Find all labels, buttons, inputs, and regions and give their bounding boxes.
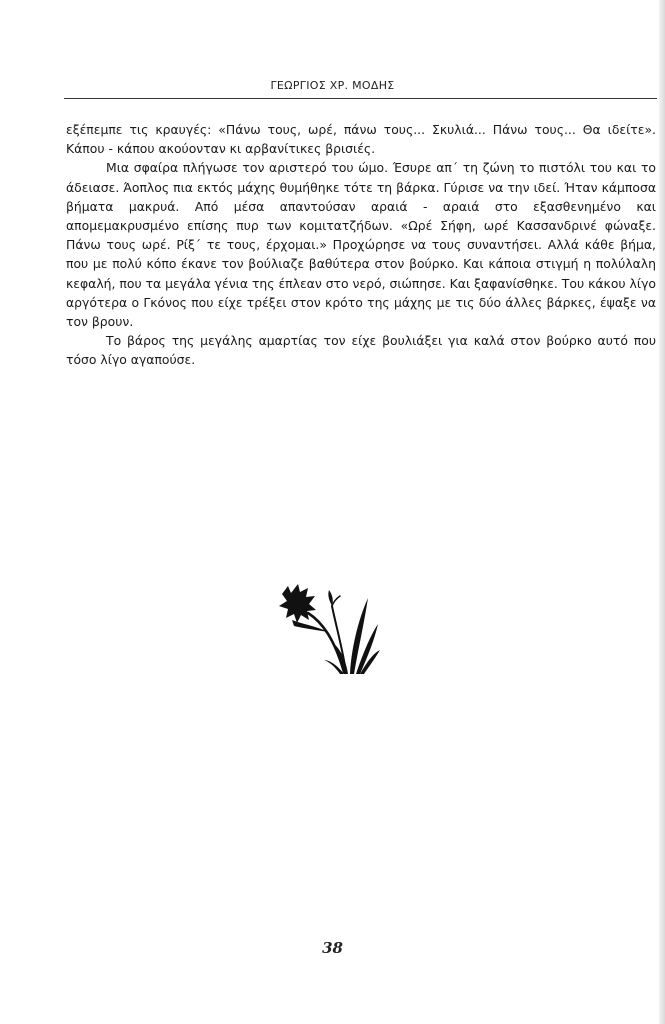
- body-text: [66, 120, 656, 370]
- running-header-title: ΓΕΩΡΓΙΟΣ ΧΡ. ΜΟΔΗΣ: [270, 79, 395, 92]
- page-edge-shadow: [659, 0, 665, 1024]
- paragraph: Μια σφαίρα πλήγωσε τον αριστερό του ώμο. Έσυρε απ΄ τη ζώνη το πιστόλι του και το άδειασε. Άοπλος πια εκτός μάχης θυμήθηκε τότε τη βάρκα. Γύρισε να την ιδεί. Ήταν κάμποσα βήματα μακρυά. Από μέσα απαντούσαν αραιά - αραιά στο εξασθενημένο και απομεμακρυσμένο επίσης πυρ των κομιτατζήδων. «Ωρέ Σήφη, ωρέ Κασσανδρινέ φώναξε. Πάνω τους ωρέ. Ρίξ΄ τε τους, έρχομαι.» Προχώρησε να τους συναντήσει. Αλλά κάθε βήμα, που με πολύ κόπο έκανε τον βούλιαζε βαθύτερα στον βούρκο. Και κάποια στιγμή η πολύλαλη κεφαλή, που τα μεγάλα γένια της έπλεαν στο νερό, σιώπησε. Και ξαφανίσθηκε. Του κάκου λίγο αργότερα ο Γκόνος που είχε τρέξει στον κρότο της μάχης με τις δύο άλλες βάρκες, έψαξε να τον βρουν.: [66, 160, 656, 330]
- flower-ornament-svg: [272, 580, 400, 680]
- carnation-flower-icon: [272, 580, 400, 680]
- page-number: 38: [322, 939, 343, 957]
- header-rule: [64, 98, 657, 99]
- paragraph: Το βάρος της μεγάλης αμαρτίας τον είχε βουλιάξει για καλά στον βούρκο αυτό που τόσο λίγο αγαπούσε.: [66, 333, 656, 368]
- paragraph: εξέπεμπε τις κραυγές: «Πάνω τους, ωρέ, πάνω τους... Σκυλιά... Πάνω τους... Θα ιδείτε». Κάπου - κάπου ακούονταν κι αρβανίτικες βρισιές.: [66, 122, 656, 157]
